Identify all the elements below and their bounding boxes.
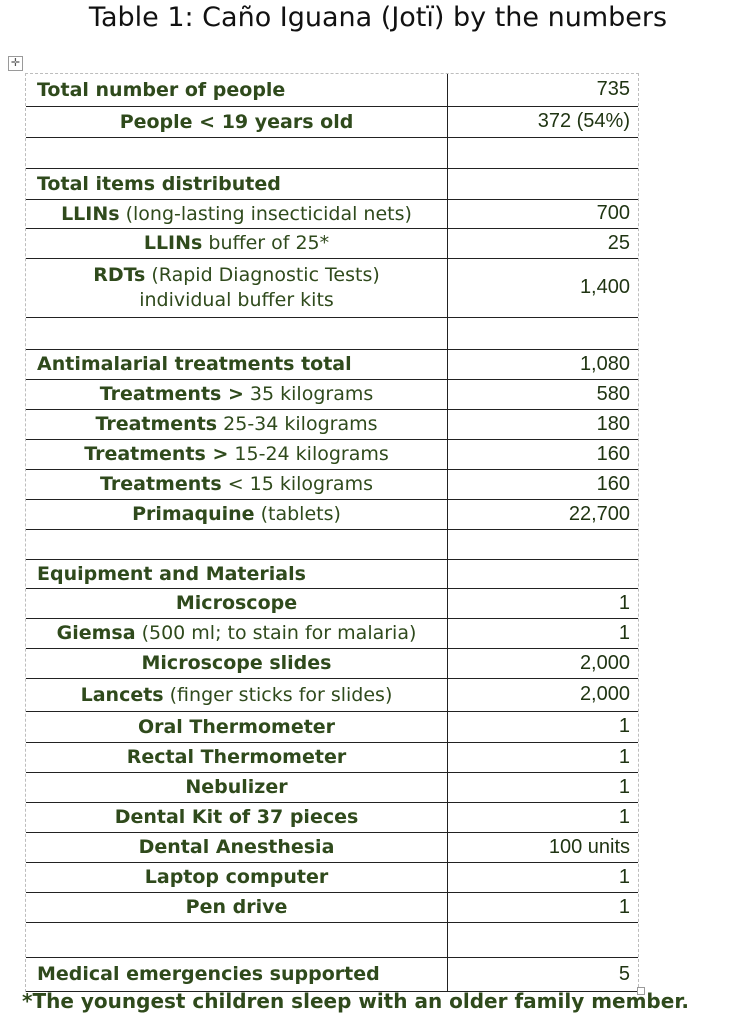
label-bold: Rectal Thermometer <box>126 746 347 768</box>
value-cell <box>448 529 639 559</box>
label-cell <box>26 469 448 499</box>
label-cell <box>26 228 448 258</box>
table-body <box>26 74 638 991</box>
label-bold: LLINs <box>61 202 120 225</box>
label-cell <box>26 588 448 618</box>
label-bold: Treatments <box>95 413 218 435</box>
label-cell <box>26 648 448 678</box>
label-bold: Giemsa <box>56 622 136 644</box>
table-row <box>26 559 638 588</box>
label-cell <box>26 499 448 529</box>
label-cell <box>26 379 448 409</box>
label-normal: < 15 kilograms <box>221 473 373 495</box>
label-cell <box>26 137 448 168</box>
value-cell: 160 <box>448 439 639 469</box>
label-bold: RDTs <box>93 263 146 286</box>
value-cell <box>448 168 639 199</box>
label-normal: (Rapid Diagnostic Tests) <box>145 263 380 286</box>
label-cell <box>26 106 448 137</box>
table-row <box>26 349 638 379</box>
label-cell <box>26 802 448 832</box>
value-cell: 100 units <box>448 832 639 862</box>
table-row <box>26 711 638 742</box>
label-cell <box>26 199 448 228</box>
label-bold: Total items distributed <box>37 172 281 195</box>
label-cell <box>26 922 448 957</box>
value-cell: 1 <box>448 772 639 802</box>
label-cell <box>26 409 448 439</box>
label-cell <box>26 832 448 862</box>
label-cell <box>26 892 448 922</box>
value-cell <box>448 559 639 588</box>
label-cell <box>26 559 448 588</box>
numbers-table <box>26 74 638 992</box>
label-cell <box>26 317 448 349</box>
table-row <box>26 618 638 648</box>
table-row <box>26 648 638 678</box>
label-bold: Equipment and Materials <box>37 562 306 585</box>
table-row <box>26 678 638 711</box>
label-normal: (finger sticks for slides) <box>163 683 393 706</box>
value-cell <box>448 922 639 957</box>
label-line2: individual buffer kits <box>139 288 334 311</box>
label-cell <box>26 618 448 648</box>
label-bold: Nebulizer <box>185 776 288 798</box>
value-cell: 1 <box>448 892 639 922</box>
label-normal: 15-24 kilograms <box>228 443 389 465</box>
label-cell <box>26 862 448 892</box>
label-normal: (long-lasting insecticidal nets) <box>119 202 412 225</box>
value-cell: 1,400 <box>448 258 639 317</box>
numbers-table-container <box>25 73 639 992</box>
table-row <box>26 379 638 409</box>
value-cell: 2,000 <box>448 648 639 678</box>
label-bold: Medical emergencies supported <box>37 963 380 985</box>
table-row <box>26 469 638 499</box>
table-row <box>26 832 638 862</box>
value-cell: 1 <box>448 588 639 618</box>
table-row <box>26 439 638 469</box>
label-cell <box>26 742 448 772</box>
value-cell: 1 <box>448 711 639 742</box>
value-cell: 2,000 <box>448 678 639 711</box>
label-bold: People < 19 years old <box>119 110 354 133</box>
value-cell: 580 <box>448 379 639 409</box>
value-cell: 1 <box>448 742 639 772</box>
label-bold: Primaquine <box>132 503 255 525</box>
label-bold: Antimalarial treatments total <box>37 353 352 375</box>
label-normal: 35 kilograms <box>243 383 374 405</box>
value-cell <box>448 137 639 168</box>
table-row <box>26 409 638 439</box>
label-bold: Dental Anesthesia <box>138 836 335 858</box>
label-bold: Treatments <box>100 473 222 495</box>
table-row <box>26 802 638 832</box>
value-cell: 25 <box>448 228 639 258</box>
label-bold: Pen drive <box>185 896 288 918</box>
value-cell: 700 <box>448 199 639 228</box>
label-normal: (tablets) <box>254 503 341 525</box>
label-cell <box>26 957 448 991</box>
value-cell: 735 <box>448 74 639 106</box>
table-row <box>26 862 638 892</box>
table-row <box>26 228 638 258</box>
label-cell <box>26 772 448 802</box>
table-row <box>26 499 638 529</box>
label-bold: Microscope slides <box>141 652 332 674</box>
value-cell: 372 (54%) <box>448 106 639 137</box>
label-bold: LLINs <box>143 232 203 254</box>
label-bold: Laptop computer <box>144 866 329 888</box>
table-row <box>26 892 638 922</box>
table-row <box>26 199 638 228</box>
table-row <box>26 772 638 802</box>
label-normal: buffer of 25* <box>202 232 330 254</box>
label-bold: Treatments > <box>84 443 229 465</box>
label-cell <box>26 168 448 199</box>
label-bold: Lancets <box>80 683 164 706</box>
table-row <box>26 588 638 618</box>
label-cell <box>26 711 448 742</box>
label-cell <box>26 678 448 711</box>
table-title: Table 1: Caño Iguana (Jotï) by the numbers <box>88 2 668 33</box>
footnote: *The youngest children sleep with an older family member. <box>22 989 689 1013</box>
label-cell <box>26 439 448 469</box>
label-cell <box>26 258 448 317</box>
table-row <box>26 258 638 317</box>
value-cell: 1 <box>448 862 639 892</box>
value-cell: 180 <box>448 409 639 439</box>
table-row <box>26 168 638 199</box>
label-bold: Total number of people <box>37 78 286 101</box>
move-handle-icon[interactable]: ✛ <box>8 56 23 71</box>
table-row <box>26 529 638 559</box>
value-cell: 1,080 <box>448 349 639 379</box>
label-bold: Dental Kit of 37 pieces <box>114 806 359 828</box>
value-cell <box>448 317 639 349</box>
label-cell <box>26 74 448 106</box>
value-cell: 5 <box>448 957 639 991</box>
label-bold: Treatments > <box>99 383 244 405</box>
value-cell: 1 <box>448 802 639 832</box>
value-cell: 22,700 <box>448 499 639 529</box>
label-bold: Microscope <box>175 592 298 614</box>
table-row <box>26 74 638 106</box>
table-row <box>26 742 638 772</box>
label-normal: (500 ml; to stain for malaria) <box>135 622 417 644</box>
label-cell <box>26 349 448 379</box>
value-cell: 1 <box>448 618 639 648</box>
table-row <box>26 317 638 349</box>
table-row <box>26 137 638 168</box>
table-row <box>26 957 638 991</box>
table-row <box>26 106 638 137</box>
label-bold: Oral Thermometer <box>137 715 336 738</box>
label-cell <box>26 529 448 559</box>
label-normal: 25-34 kilograms <box>217 413 378 435</box>
table-row <box>26 922 638 957</box>
value-cell: 160 <box>448 469 639 499</box>
